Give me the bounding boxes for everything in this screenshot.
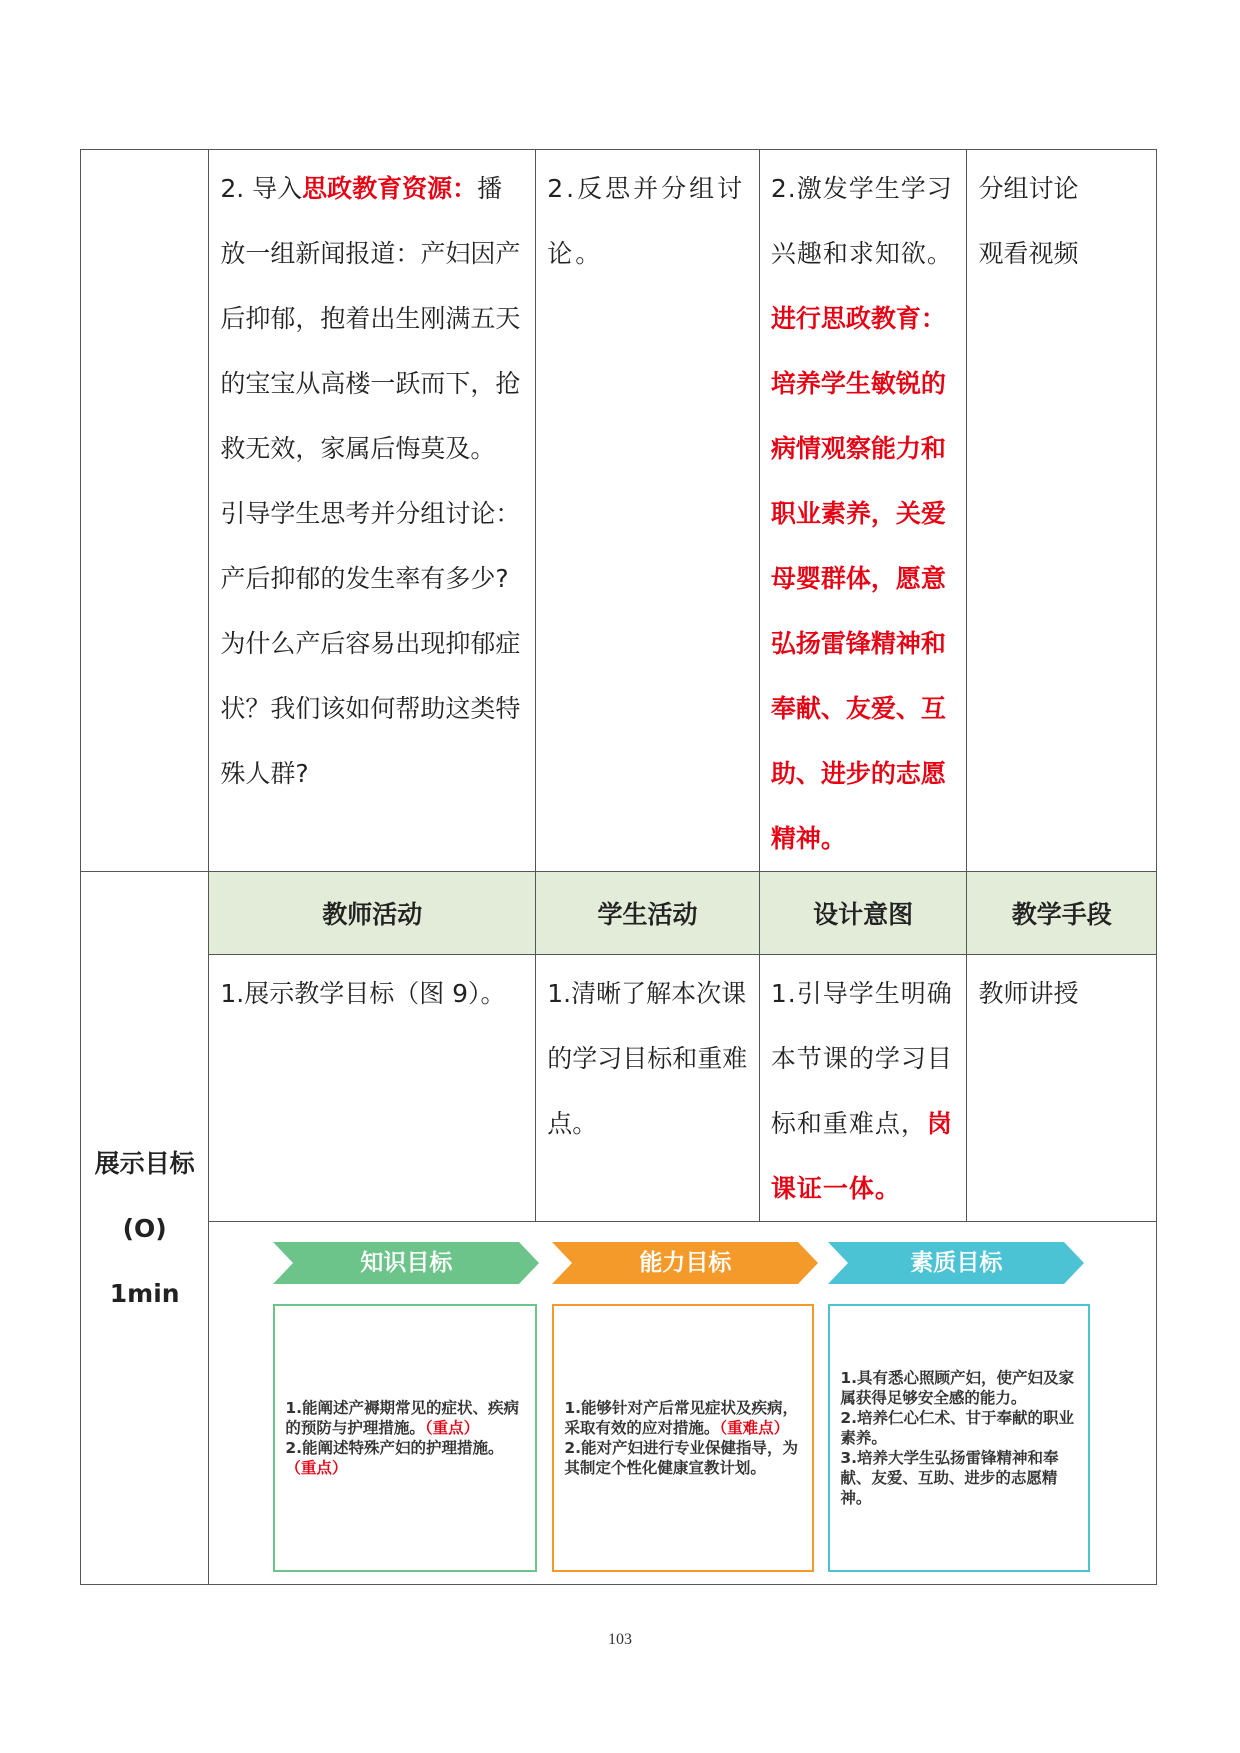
table-row: [81, 955, 1157, 1222]
teacher-activity-intro: 2. 导入思政教育资源：播放一组新闻报道：产妇因产后抑郁，抱着出生刚满五天的宝宝从高楼一跃而下，抢救无效，家属后悔莫及。: [220, 174, 521, 463]
design-intent-highlight: 进行思政教育：培养学生敏锐的病情观察能力和职业素养，关爱母婴群体，愿意弘扬雷锋精神和奉献、友爱、互助、进步的志愿精神。: [770, 304, 946, 853]
goal-line: 1.能够针对产后常见症状及疾病，采取有效的应对措施。（重难点）: [564, 1399, 799, 1437]
goal-banner-knowledge: [273, 1242, 539, 1284]
goal-line: 3.培养大学生弘扬雷锋精神和奉献、友爱、互助、进步的志愿精神。: [840, 1449, 1059, 1507]
student-activity-text: 2.反思并分组讨论。: [547, 174, 746, 268]
section-label-cell: [81, 872, 209, 1585]
teaching-means-item: 分组讨论: [978, 174, 1079, 203]
ideology-resource-highlight: 思政教育资源：: [302, 174, 478, 203]
student-activity-text: 1.清晰了解本次课的学习目标和重难点。: [547, 979, 748, 1138]
section-label-title: 展示目标: [94, 1148, 195, 1178]
teaching-means-cell: [967, 150, 1157, 872]
key-point-tag: （重点）: [285, 1459, 348, 1477]
table-row: [81, 150, 1157, 872]
teacher-activity-text: 1.展示教学目标（图 9）。: [220, 979, 506, 1008]
design-intent-cell: [759, 955, 967, 1222]
section-label-code: (O): [122, 1213, 167, 1243]
teaching-goals-figure: [209, 1222, 1158, 1584]
goal-line: 2.能阐述特殊产妇的护理措施。（重点）: [285, 1439, 504, 1477]
teaching-means-cell: [967, 955, 1157, 1222]
goal-banner-ability: [552, 1242, 818, 1284]
key-point-tag: （重难点）: [719, 1419, 790, 1437]
student-activity-cell: [536, 955, 760, 1222]
section-label-cell-empty: [81, 150, 209, 872]
goal-banner-quality: [828, 1242, 1084, 1284]
section-label-duration: 1min: [109, 1278, 180, 1308]
goal-box-knowledge: [273, 1304, 537, 1572]
goal-banner-title: 能力目标: [639, 1250, 732, 1276]
goal-box-ability: [552, 1304, 814, 1572]
teacher-activity-guide: 引导学生思考并分组讨论：产后抑郁的发生率有多少?为什么产后容易出现抑郁症状？我们该如何帮助这类特殊人群?: [220, 499, 521, 788]
design-intent-text: 1.引导学生明确本节课的学习目标和重难点，岗课证一体。: [770, 979, 953, 1203]
student-activity-cell: [536, 150, 760, 872]
lesson-plan-table: [80, 149, 1157, 1585]
header-teaching-means: 教学手段: [967, 872, 1157, 955]
header-student-activity: 学生活动: [536, 872, 760, 955]
goal-banner-title: 素质目标: [910, 1250, 1003, 1276]
header-design-intent: 设计意图: [759, 872, 967, 955]
table-header-row: [81, 872, 1157, 955]
page-number: 103: [608, 1631, 632, 1648]
goal-line: 1.具有悉心照顾产妇，使产妇及家属获得足够安全感的能力。: [840, 1369, 1075, 1407]
goal-banner-title: 知识目标: [360, 1250, 453, 1276]
teaching-means-item: 观看视频: [978, 239, 1079, 268]
header-teacher-activity: 教师活动: [209, 872, 536, 955]
teaching-means-item: 教师讲授: [978, 979, 1079, 1008]
goal-line: 2.培养仁心仁术、甘于奉献的职业素养。: [840, 1409, 1075, 1447]
design-intent-highlight: 岗课证一体。: [770, 1109, 953, 1203]
teacher-activity-cell: [209, 955, 536, 1222]
goals-figure-cell: [209, 1222, 1157, 1585]
design-intent-text: 2.激发学生学习兴趣和求知欲。: [770, 174, 953, 268]
key-point-tag: （重点）: [424, 1419, 480, 1437]
goal-box-quality: [828, 1304, 1090, 1572]
goal-line: 1.能阐述产褥期常见的症状、疾病的预防与护理措施。（重点）: [285, 1399, 520, 1437]
design-intent-cell: [759, 150, 967, 872]
teacher-activity-cell: [209, 150, 536, 872]
goal-line: 2.能对产妇进行专业保健指导，为其制定个性化健康宣教计划。: [564, 1439, 799, 1477]
table-row: [81, 1222, 1157, 1585]
